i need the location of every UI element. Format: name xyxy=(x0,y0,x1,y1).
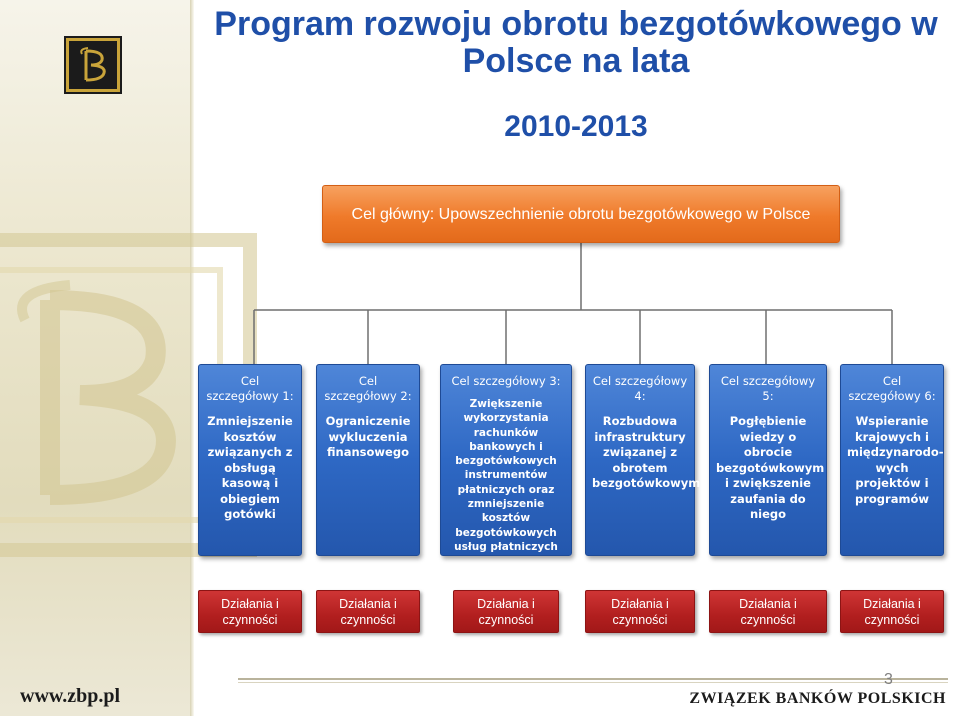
goal-box-3 xyxy=(440,364,572,556)
goal-box-2 xyxy=(316,364,420,556)
action-box-2: Działania i czynności xyxy=(316,590,420,633)
goal-description: Wspieranie krajowych i międzynarodo-wych projektów i programów xyxy=(847,414,944,506)
action-box-5: Działania i czynności xyxy=(709,590,827,633)
page-number: 3 xyxy=(884,671,893,688)
action-box-6: Działania i czynności xyxy=(840,590,944,633)
goal-box-5 xyxy=(709,364,827,556)
footer-organization: ZWIĄZEK BANKÓW POLSKICH xyxy=(689,690,946,707)
goal-heading: Cel szczegółowy 3: xyxy=(451,374,561,388)
goal-description: Pogłębienie wiedzy o obrocie bezgotówkowym i zwiększenie zaufania do niego xyxy=(716,414,825,521)
footer-divider xyxy=(238,678,948,680)
goal-heading: Cel szczegółowy 6: xyxy=(848,374,936,403)
goal-heading: Cel szczegółowy 2: xyxy=(324,374,412,403)
goal-heading: Cel szczegółowy 5: xyxy=(720,374,816,403)
goal-description: Ograniczenie wykluczenia finansowego xyxy=(325,414,411,459)
action-box-3: Działania i czynności xyxy=(453,590,559,633)
page-title-years: 2010-2013 xyxy=(504,110,648,143)
action-box-4: Działania i czynności xyxy=(585,590,695,633)
goal-description: Zwiększenie wykorzystania rachunków bankowych i bezgotówkowych instrumentów płatniczych oraz zmniejszenie kosztów bezgotówkowych usług płatniczych xyxy=(454,398,558,553)
zbp-logo-icon xyxy=(66,38,120,92)
footer-url: www.zbp.pl xyxy=(20,685,121,707)
goal-description: Zmniejszenie kosztów związanych z obsługą kasową i obiegiem gotówki xyxy=(207,414,293,521)
footer-divider-secondary xyxy=(238,682,948,683)
goal-box-4 xyxy=(585,364,701,556)
main-goal-box: Cel główny: Upowszechnienie obrotu bezgotówkowego w Polsce xyxy=(322,185,840,243)
goal-heading: Cel szczegółowy 4: xyxy=(592,374,688,403)
goal-heading: Cel szczegółowy 1: xyxy=(206,374,294,403)
goal-description: Rozbudowa infrastruktury związanej z obrotem bezgotówkowym xyxy=(592,414,701,490)
goal-box-1 xyxy=(198,364,302,556)
action-box-1: Działania i czynności xyxy=(198,590,302,633)
page-title: Program rozwoju obrotu bezgotówkowego w Polsce na lata xyxy=(214,5,938,80)
goal-box-6 xyxy=(840,364,944,556)
